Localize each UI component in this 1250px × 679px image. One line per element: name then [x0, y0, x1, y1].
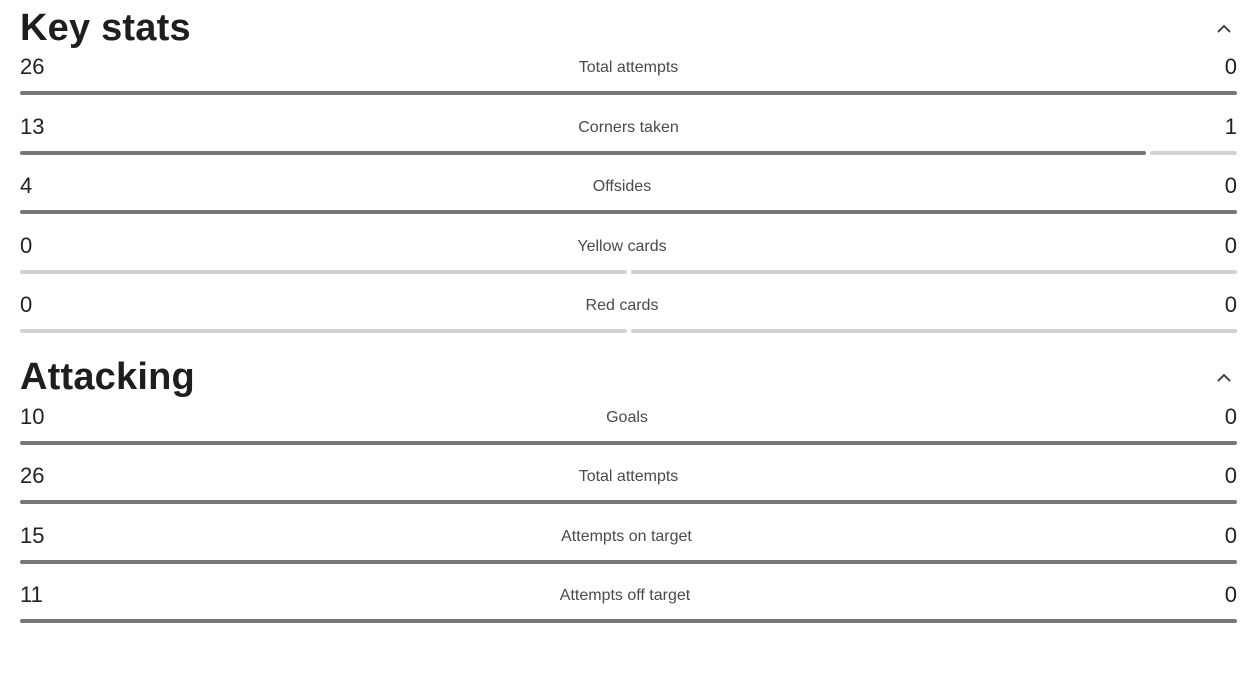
home-bar	[20, 441, 1237, 445]
home-value: 11	[20, 582, 43, 607]
away-value: 0	[1224, 403, 1237, 429]
home-bar	[20, 210, 1237, 214]
section-header	[20, 354, 1237, 402]
stat-label: Red cards	[585, 297, 659, 314]
away-bar	[1150, 151, 1237, 155]
home-value: 0	[20, 232, 33, 258]
home-bar	[20, 560, 1237, 564]
comparison-bar	[20, 151, 1237, 155]
home-bar	[20, 619, 1237, 623]
away-value: 0	[1224, 463, 1237, 488]
stat-row	[20, 402, 1237, 462]
home-value: 26	[20, 463, 45, 488]
match-stats-page	[0, 4, 1250, 640]
section-header	[20, 4, 1237, 52]
stat-row	[20, 461, 1237, 521]
away-value: 0	[1224, 292, 1237, 317]
collapse-button[interactable]	[1212, 366, 1236, 390]
stat-row	[20, 112, 1237, 172]
home-bar	[20, 500, 1237, 504]
away-bar	[631, 329, 1238, 333]
home-value: 13	[20, 113, 45, 139]
stat-row	[20, 580, 1237, 640]
stat-label: Total attempts	[578, 468, 679, 485]
away-value: 0	[1224, 173, 1237, 198]
home-value: 0	[20, 292, 33, 317]
home-value: 15	[20, 522, 45, 548]
stat-row	[20, 290, 1237, 350]
home-value: 10	[20, 403, 45, 429]
comparison-bar	[20, 619, 1237, 623]
stat-row	[20, 231, 1237, 291]
comparison-bar	[20, 270, 1237, 274]
collapse-button[interactable]	[1212, 16, 1236, 40]
chevron-up-icon	[1217, 373, 1231, 382]
chevron-up-icon	[1217, 24, 1231, 33]
comparison-bar	[20, 329, 1237, 333]
attacking-section	[20, 354, 1237, 640]
away-value: 0	[1224, 232, 1237, 258]
stat-list	[20, 52, 1237, 350]
home-bar	[20, 270, 627, 274]
comparison-bar	[20, 91, 1237, 95]
section-title: Key stats	[20, 6, 191, 49]
stat-row	[20, 171, 1237, 231]
comparison-bar	[20, 560, 1237, 564]
away-value: 0	[1224, 582, 1237, 607]
home-bar	[20, 151, 1146, 155]
key-stats-section	[20, 4, 1237, 350]
stat-row	[20, 52, 1237, 112]
away-value: 0	[1224, 54, 1237, 79]
comparison-bar	[20, 210, 1237, 214]
comparison-bar	[20, 441, 1237, 445]
away-bar	[631, 270, 1238, 274]
away-value: 1	[1224, 113, 1237, 139]
home-value: 4	[20, 173, 33, 198]
stat-label: Goals	[606, 408, 648, 426]
stat-label: Corners taken	[578, 118, 679, 136]
stat-label: Yellow cards	[577, 237, 667, 255]
away-value: 0	[1224, 522, 1237, 548]
stat-label: Attempts on target	[561, 527, 692, 545]
home-bar	[20, 91, 1237, 95]
home-bar	[20, 329, 627, 333]
stat-label: Total attempts	[578, 59, 679, 76]
stat-list	[20, 402, 1237, 640]
stat-row	[20, 521, 1237, 581]
comparison-bar	[20, 500, 1237, 504]
stat-label: Attempts off target	[559, 587, 691, 604]
stat-label: Offsides	[592, 178, 652, 195]
section-title: Attacking	[20, 356, 195, 398]
home-value: 26	[20, 54, 45, 79]
